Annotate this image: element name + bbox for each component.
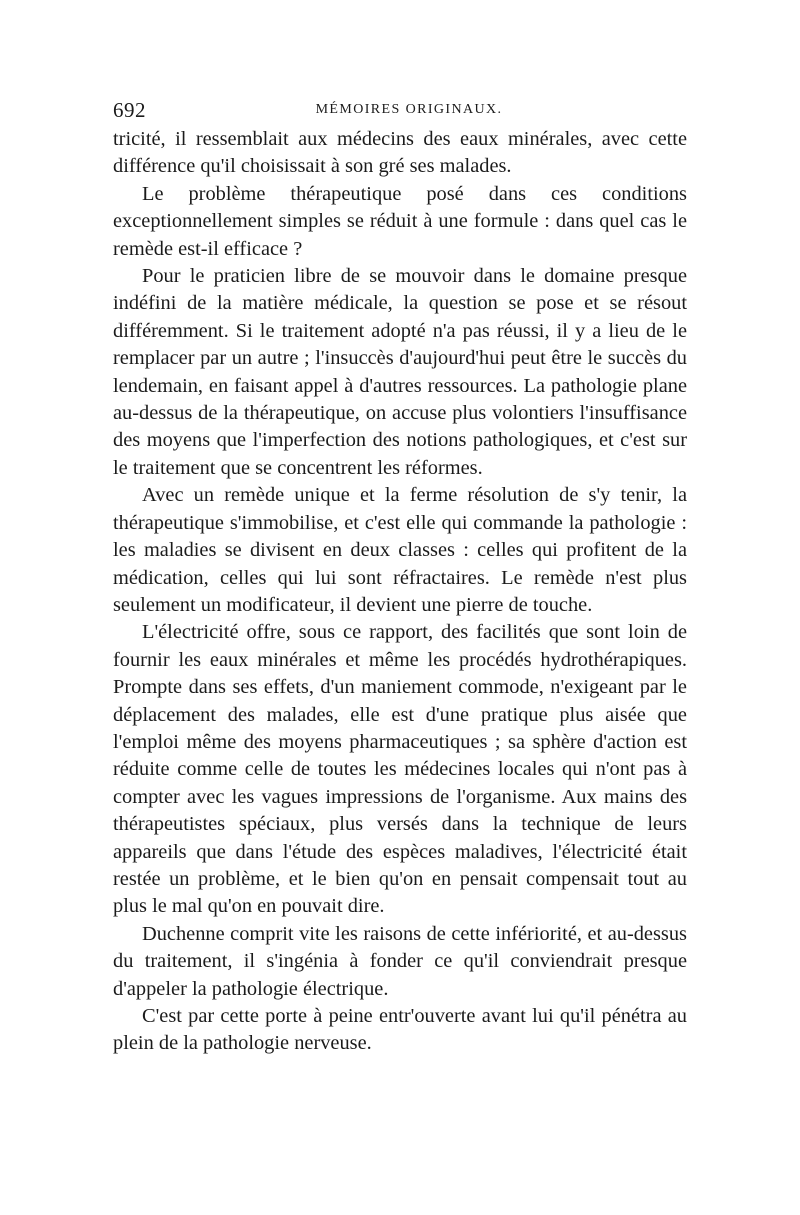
- paragraph-6: Duchenne comprit vite les raisons de cette infériorité, et au-dessus du traitement, il s'ingénia à fonder ce qu'il conviendrait presque d'appeler la pathologie électrique.: [113, 922, 687, 1000]
- paragraph-7: C'est par cette porte à peine entr'ouverte avant lui qu'il pénétra au plein de la pathologie nerveuse.: [113, 1005, 687, 1055]
- paragraph-5: L'électricité offre, sous ce rapport, des facilités que sont loin de fournir les eaux minérales et même les procédés hydrothérapiques. Prompte dans ses effets, d'un maniement commode, n'exigeant par le déplacement des malades, elle est d'une pratique plus aisée que l'emploi même des moyens pharmaceutiques ; sa sphère d'action est réduite comme celle de toutes les médecines locales qui n'ont pas à compter avec les vagues impressions de l'organisme. Aux mains des thérapeutistes spéciaux, plus versés dans la technique de leurs appareils que dans l'étude des espèces maladives, l'électricité était restée un problème, et le bien qu'on en pensait compensait tout au plus le mal qu'on en pouvait dire.: [113, 621, 687, 918]
- body-text: [113, 126, 687, 1058]
- paragraph-2: Le problème thérapeutique posé dans ces conditions exceptionnellement simples se réduit à une formule : dans quel cas le remède est-il efficace ?: [113, 182, 687, 260]
- paragraph-3: Pour le praticien libre de se mouvoir dans le domaine presque indéfini de la matière médicale, la question se pose et se résout différemment. Si le traitement adopté n'a pas réussi, il y a lieu de le remplacer par un autre ; l'insuccès d'aujourd'hui peut être le succès du lendemain, en faisant appel à d'autres ressources. La pathologie plane au-dessus de la thérapeutique, on accuse plus volontiers l'insuffisance des moyens que l'imperfection des notions pathologiques, et c'est sur le traitement que se concentrent les réformes.: [113, 265, 687, 479]
- paragraph-1: tricité, il ressemblait aux médecins des eaux minérales, avec cette différence qu'il choisissait à son gré ses malades.: [113, 128, 687, 178]
- page-number: 692: [113, 98, 146, 122]
- book-page: [113, 92, 687, 1058]
- running-title: MÉMOIRES ORIGINAUX.: [315, 102, 503, 117]
- paragraph-4: Avec un remède unique et la ferme résolution de s'y tenir, la thérapeutique s'immobilise, et c'est elle qui commande la pathologie : les maladies se divisent en deux classes : celles qui profitent de la médication, celles qui lui sont réfractaires. Le remède n'est plus seulement un modificateur, il devient une pierre de touche.: [113, 484, 687, 616]
- running-header: [113, 92, 687, 126]
